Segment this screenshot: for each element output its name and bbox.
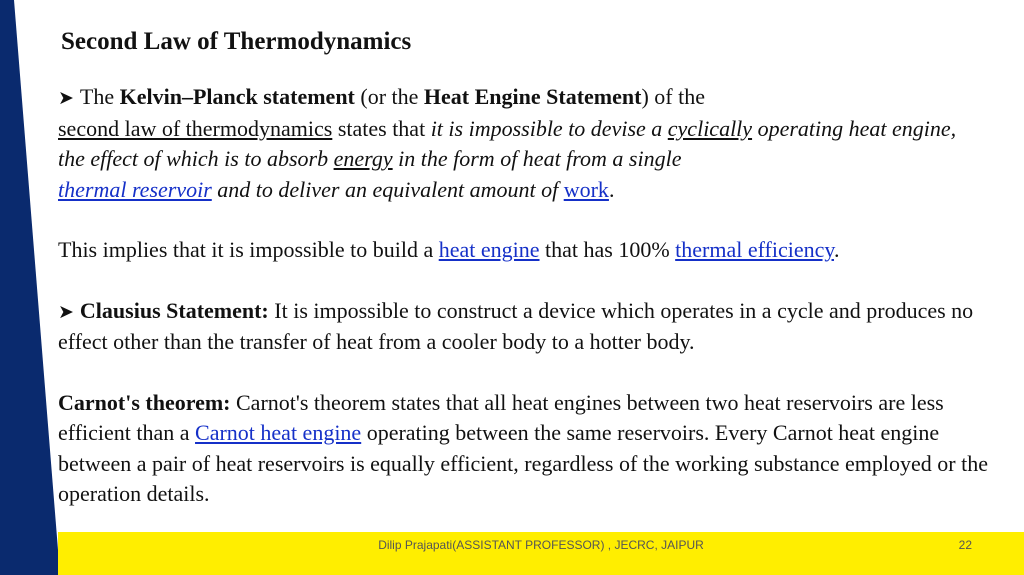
italic-run: in the form of heat from a single [392, 146, 682, 171]
text-run: states that [332, 115, 431, 141]
footer-author: Dilip Prajapati(ASSISTANT PROFESSOR) , JECRC, JAIPUR [378, 538, 704, 552]
kelvin-planck-term: Kelvin–Planck statement [119, 84, 355, 109]
footer-band [58, 532, 1024, 575]
text-run: . [833, 237, 840, 262]
text-run: Carnot's theorem states that all heat engines between two heat reservoirs are less efficient than a [58, 389, 944, 445]
cyclically-link[interactable]: cyclically [667, 115, 753, 141]
thermal-efficiency-link[interactable]: thermal efficiency [675, 237, 834, 262]
arrow-bullet-icon: ➤ [58, 87, 74, 109]
energy-link[interactable]: energy [333, 146, 393, 171]
text-run: ) of the [641, 84, 705, 109]
implication-paragraph [58, 235, 988, 266]
carnot-term: Carnot's theorem: [58, 389, 231, 415]
work-link[interactable]: work [563, 176, 609, 202]
text-run: This implies that it is impossible to build a [58, 237, 439, 262]
second-law-link[interactable]: second law of thermodynamics [58, 115, 333, 141]
page-number: 22 [958, 538, 972, 552]
italic-run: it is impossible to devise a [430, 115, 668, 141]
italic-run: operating heat engine, the effect of which is to absorb [58, 115, 957, 171]
italic-run: and to deliver an equivalent amount of [211, 176, 564, 202]
carnot-paragraph [58, 388, 988, 510]
heat-engine-statement-term: Heat Engine Statement [423, 84, 642, 109]
text-run: that has 100% [539, 237, 676, 262]
carnot-heat-engine-link[interactable]: Carnot heat engine [195, 420, 362, 445]
kelvin-planck-paragraph [58, 82, 988, 205]
clausius-paragraph [58, 296, 988, 358]
text-run: operating between the same reservoirs. Every Carnot heat engine between a pair of heat reservoirs is equally efficient, regardless of the working substance employed or the operation details. [58, 420, 988, 506]
thermal-reservoir-link[interactable]: thermal reservoir [58, 176, 212, 202]
side-bar-decoration [0, 0, 60, 575]
clausius-term: Clausius Statement: [79, 297, 269, 323]
heat-engine-link[interactable]: heat engine [438, 237, 540, 262]
text-run: The [79, 84, 120, 109]
slide-content [58, 82, 988, 510]
arrow-bullet-icon: ➤ [58, 300, 74, 323]
text-run: (or the [354, 84, 424, 109]
text-run: It is impossible to construct a device which operates in a cycle and produces no effect other than the transfer of heat from a cooler body to a hotter body. [58, 297, 974, 354]
text-run: . [608, 176, 615, 202]
slide-title: Second Law of Thermodynamics [61, 28, 412, 55]
